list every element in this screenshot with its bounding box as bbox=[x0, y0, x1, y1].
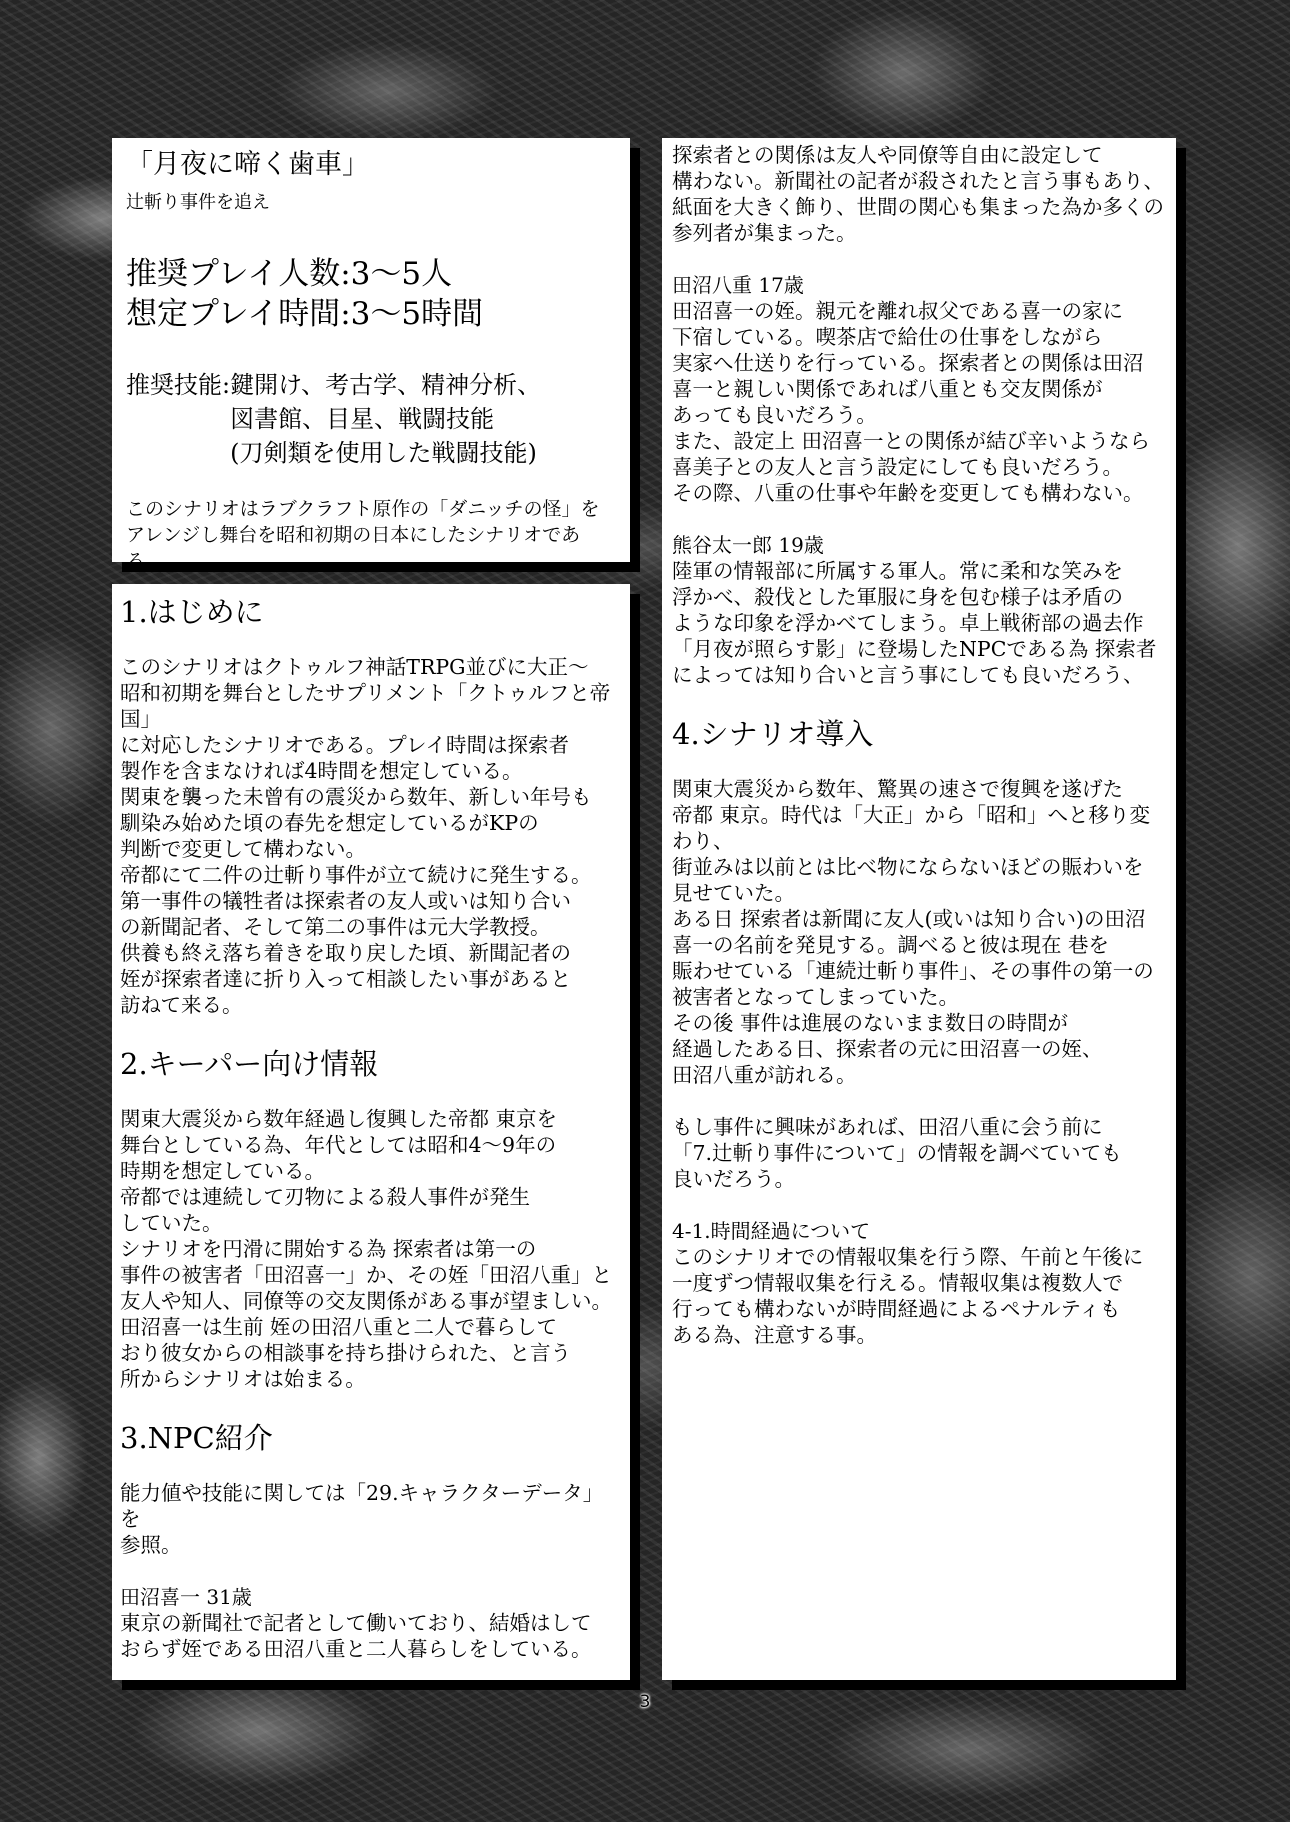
scenario-title: 「月夜に啼く歯車」 bbox=[126, 149, 369, 180]
recommended-skills bbox=[126, 368, 614, 470]
section-heading-scenario-intro: 4.シナリオ導入 bbox=[672, 717, 874, 751]
subsection-body-time-passage: このシナリオでの情報収集を行う際、午前と午後に 一度ずつ情報収集を行える。情報収集は複数人で 行っても構わないが時間経過によるペナルティも ある為、注意する事。 bbox=[672, 1245, 1144, 1347]
estimated-play-time: 想定プレイ時間:3〜5時間 bbox=[126, 296, 484, 332]
section-heading-npc: 3.NPC紹介 bbox=[120, 1421, 273, 1455]
npc-name-kiichi: 田沼喜一 31歳 bbox=[120, 1585, 252, 1609]
page-number: 3 bbox=[639, 1692, 651, 1712]
npc-name-kumagai: 熊谷太一郎 19歳 bbox=[672, 533, 824, 557]
subsection-heading-time-passage: 4-1.時間経過について bbox=[672, 1219, 871, 1243]
skills-label: 推奨技能: bbox=[126, 371, 231, 399]
section-body-scenario-intro-note: もし事件に興味があれば、田沼八重に会う前に 「7.辻斬り事件について」の情報を調べていても 良いだろう。 bbox=[672, 1115, 1122, 1191]
left-column-panel bbox=[112, 584, 630, 1680]
npc-entry-yae bbox=[672, 272, 1168, 506]
title-panel bbox=[112, 138, 630, 572]
npc-description-yae: 田沼喜一の姪。親元を離れ叔父である喜一の家に 下宿している。喫茶店で給仕の仕事をしながら 実家へ仕送りを行っている。探索者との関係は田沼 喜一と親しい関係であれば八重とも交友関係が あっても良いだろう。 また、設定上 田沼喜一との関係が結び辛いようなら 喜美子との友人と言う設定にしても良いだろう。 その際、八重の仕事や年齢を変更しても構わない。 bbox=[672, 299, 1151, 505]
section-heading-intro: 1.はじめに bbox=[120, 595, 264, 629]
npc-entry-kiichi bbox=[120, 1584, 614, 1662]
section-heading-keeper: 2.キーパー向け情報 bbox=[120, 1047, 379, 1081]
section-body-npc: 能力値や技能に関しては「29.キャラクターデータ」を 参照。 bbox=[120, 1481, 604, 1557]
section-body-intro: このシナリオはクトゥルフ神話TRPG並びに大正〜 昭和初期を舞台としたサプリメント「クトゥルフと帝国」 に対応したシナリオである。プレイ時間は探索者 製作を含まなければ4時間を想定している。 関東を襲った未曾有の震災から数年、新しい年号も 馴染み始めた頃の春先を想定しているがKPの 判断で変更して構わない。 帝都にて二件の辻斬り事件が立て続けに発生する。 第一事件の犠牲者は探索者の友人或いは知り合い の新聞記者、そして第二の事件は元大学教授。 供養も終え落ち着きを取り戻した頃、新聞記者の 姪が探索者達に折り入って相談したい事があると 訪ねて来る。 bbox=[120, 655, 611, 1017]
skills-list: 鍵開け、考古学、精神分析、 図書館、目星、戦闘技能 (刀剣類を使用した戦闘技能) bbox=[230, 371, 542, 467]
skills-row bbox=[126, 368, 614, 470]
scenario-subtitle: 辻斬り事件を追え bbox=[126, 192, 270, 213]
npc-entry-kumagai bbox=[672, 532, 1168, 688]
npc-name-yae: 田沼八重 17歳 bbox=[672, 273, 804, 297]
section-body-scenario-intro: 関東大震災から数年、驚異の速さで復興を遂げた 帝都 東京。時代は「大正」から「昭和」へと移り変わり、 街並みは以前とは比べ物にならないほどの賑わいを 見せていた。 ある日 探索者は新聞に友人(或いは知り合い)の田沼 喜一の名前を発見する。調べると彼は現在 巷を 賑わせている「連続辻斬り事件」、その事件の第一の 被害者となってしまっていた。 その後 事件は進展のないまま数日の時間が 経過したある日、探索者の元に田沼喜一の姪、 田沼八重が訪れる。 bbox=[672, 777, 1154, 1087]
recommended-players: 推奨プレイ人数:3〜5人 bbox=[126, 256, 453, 292]
npc-description-kiichi: 東京の新聞社で記者として働いており、結婚はして おらず姪である田沼八重と二人暮らしをしている。 bbox=[120, 1611, 592, 1661]
npc-description-kiichi-continued: 探索者との関係は友人や同僚等自由に設定して 構わない。新聞社の記者が殺されたと言う事もあり、 紙面を大きく飾り、世間の関心も集まった為か多くの 参列者が集まった。 bbox=[672, 143, 1164, 245]
npc-description-kumagai: 陸軍の情報部に所属する軍人。常に柔和な笑みを 浮かべ、殺伐とした軍服に身を包む様子は矛盾の ような印象を浮かべてしまう。卓上戦術部の過去作 「月夜が照らす影」に登場したNPCである為 探索者 によっては知り合いと言う事にしても良いだろう、 bbox=[672, 559, 1157, 687]
right-column-panel bbox=[662, 138, 1176, 1680]
scenario-note: このシナリオはラブクラフト原作の「ダニッチの怪」を アレンジし舞台を昭和初期の日本にしたシナリオである。 bbox=[126, 498, 600, 572]
section-body-keeper: 関東大震災から数年経過し復興した帝都 東京を 舞台としている為、年代としては昭和4〜9年の 時期を想定している。 帝都では連続して刃物による殺人事件が発生 していた。 シナリオを円滑に開始する為 探索者は第一の 事件の被害者「田沼喜一」か、その姪「田沼八重」と 友人や知人、同僚等の交友関係がある事が望ましい。 田沼喜一は生前 姪の田沼八重と二人で暮らして おり彼女からの相談事を持ち掛けられた、と言う 所からシナリオは始まる。 bbox=[120, 1107, 612, 1391]
subsection-time-passage bbox=[672, 1218, 1168, 1348]
